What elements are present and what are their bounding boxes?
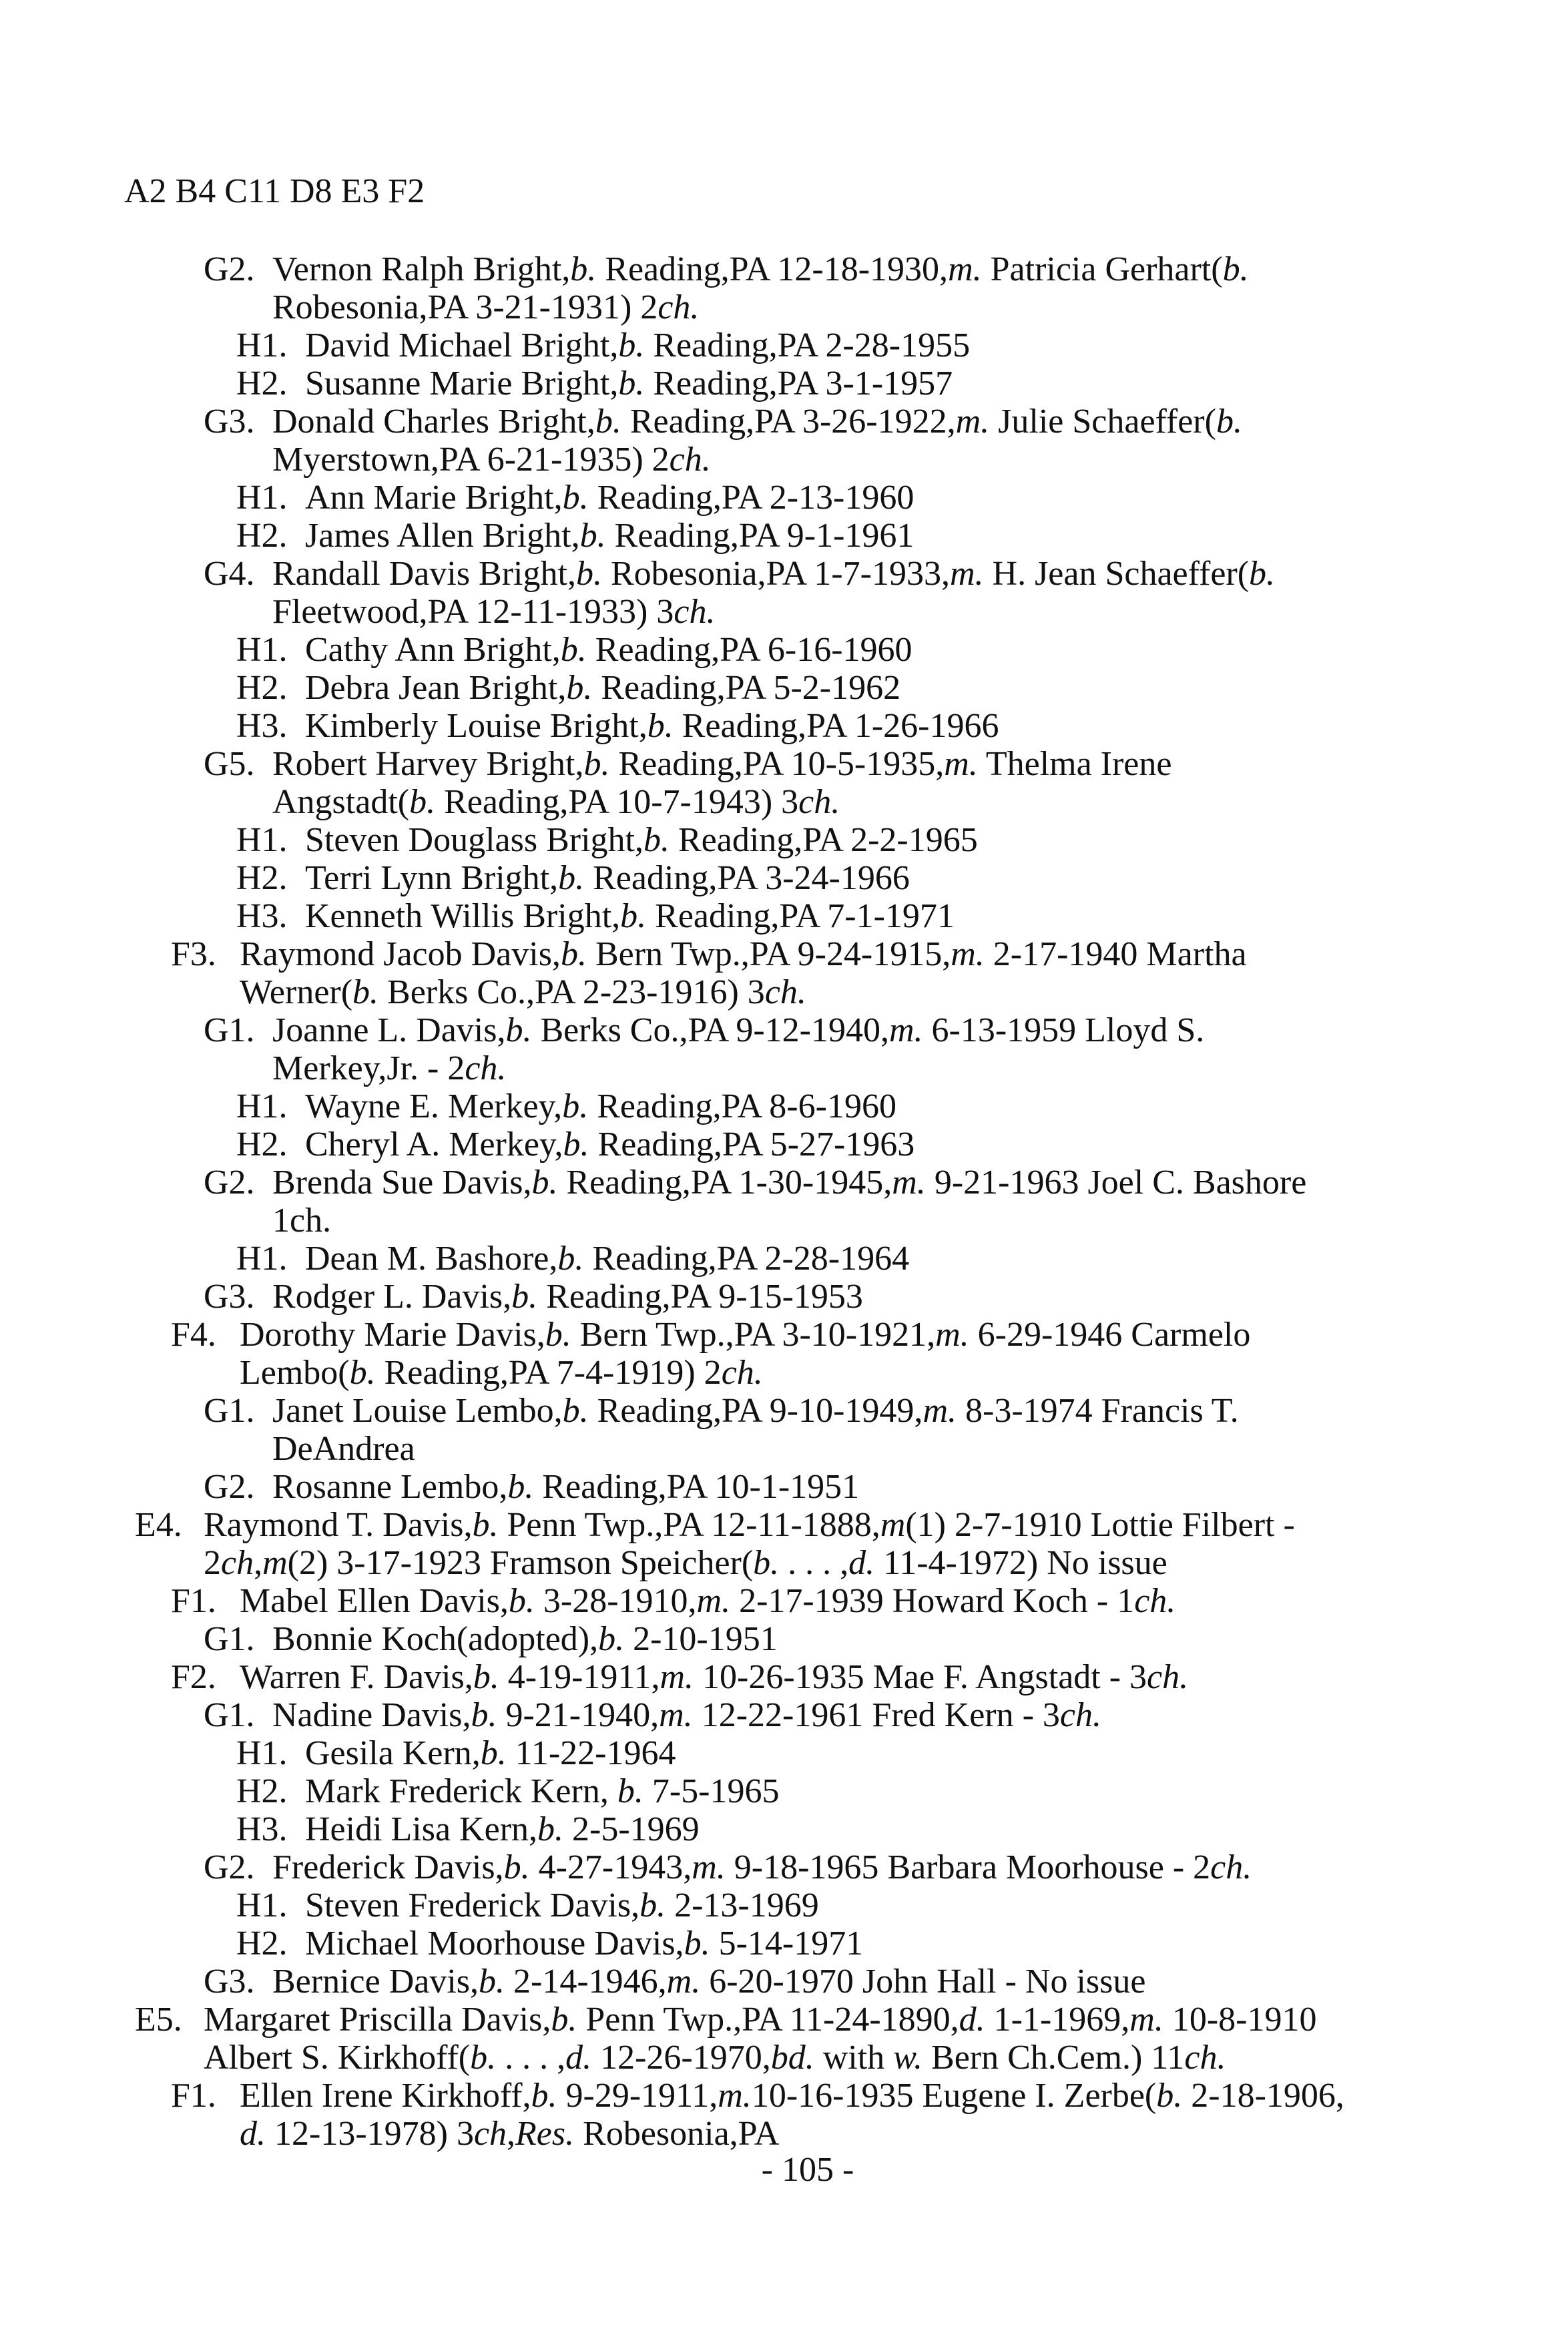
generation-label: H3. — [236, 707, 288, 745]
generation-label: G3. — [204, 1278, 255, 1316]
generation-label: H3. — [236, 897, 288, 935]
entry-line — [0, 1620, 1568, 1658]
entry-text: Cheryl A. Merkey,b. Reading,PA 5-27-1963 — [305, 1125, 915, 1163]
entry-text: Mabel Ellen Davis,b. 3-28-1910,m. 2-17-1939 Howard Koch - 1ch. — [240, 1582, 1176, 1620]
generation-label: G2. — [204, 1468, 255, 1506]
entry-text: Raymond T. Davis,b. Penn Twp.,PA 12-11-1888,m(1) 2-7-1910 Lottie Filbert - — [204, 1506, 1295, 1544]
generation-label: G1. — [204, 1620, 255, 1658]
entry-line — [0, 2077, 1568, 2115]
entry-line — [0, 1810, 1568, 1848]
entry-line — [0, 555, 1568, 593]
entry-text: Frederick Davis,b. 4-27-1943,m. 9-18-1965 Barbara Moorhouse - 2ch. — [272, 1848, 1252, 1886]
genealogy-entry — [0, 1011, 1568, 1087]
genealogy-entry — [0, 1240, 1568, 1278]
entry-text: Joanne L. Davis,b. Berks Co.,PA 9-12-1940,m. 6-13-1959 Lloyd S. — [272, 1011, 1205, 1049]
genealogy-entry — [0, 403, 1568, 479]
genealogy-entry — [0, 1772, 1568, 1810]
generation-label: H2. — [236, 1125, 288, 1163]
entry-line — [0, 707, 1568, 745]
generation-label: H2. — [236, 364, 288, 403]
generation-label: G5. — [204, 745, 255, 783]
entry-text: Robesonia,PA 3-21-1931) 2ch. — [272, 288, 700, 326]
genealogy-entry — [0, 364, 1568, 403]
generation-label: H2. — [236, 1924, 288, 1963]
entry-line — [0, 1924, 1568, 1963]
entry-line — [0, 479, 1568, 517]
generation-label: H2. — [236, 1772, 288, 1810]
genealogy-entry — [0, 631, 1568, 669]
entry-text: Nadine Davis,b. 9-21-1940,m. 12-22-1961 Fred Kern - 3ch. — [272, 1696, 1101, 1734]
entry-text: Mark Frederick Kern, b. 7-5-1965 — [305, 1772, 780, 1810]
entry-line — [0, 1772, 1568, 1810]
genealogy-entry — [0, 250, 1568, 326]
generation-label: G3. — [204, 1963, 255, 2001]
entry-text: Fleetwood,PA 12-11-1933) 3ch. — [272, 593, 716, 631]
entry-line — [0, 593, 1568, 631]
generation-label: G4. — [204, 555, 255, 593]
entry-line — [0, 1848, 1568, 1886]
genealogy-entries — [0, 250, 1568, 2153]
entry-line — [0, 1886, 1568, 1924]
entry-text: Gesila Kern,b. 11-22-1964 — [305, 1734, 676, 1772]
genealogy-entry — [0, 1125, 1568, 1163]
generation-label: H1. — [236, 631, 288, 669]
generation-label: H1. — [236, 821, 288, 859]
generation-label: H1. — [236, 479, 288, 517]
entry-text: 1ch. — [272, 1202, 332, 1240]
entry-line — [0, 1278, 1568, 1316]
entry-text: Lembo(b. Reading,PA 7-4-1919) 2ch. — [240, 1354, 763, 1392]
entry-text: Ann Marie Bright,b. Reading,PA 2-13-1960 — [305, 479, 914, 517]
entry-line — [0, 1163, 1568, 1202]
generation-label: H2. — [236, 517, 288, 555]
entry-text: Steven Frederick Davis,b. 2-13-1969 — [305, 1886, 819, 1924]
entry-line — [0, 1582, 1568, 1620]
entry-line — [0, 288, 1568, 326]
genealogy-entry — [0, 326, 1568, 364]
entry-text: Bonnie Koch(adopted),b. 2-10-1951 — [272, 1620, 778, 1658]
generation-label: G2. — [204, 1848, 255, 1886]
genealogy-entry — [0, 935, 1568, 1011]
entry-text: Steven Douglass Bright,b. Reading,PA 2-2-1965 — [305, 821, 978, 859]
generation-label: H2. — [236, 669, 288, 707]
entry-text: Rosanne Lembo,b. Reading,PA 10-1-1951 — [272, 1468, 860, 1506]
entry-text: Susanne Marie Bright,b. Reading,PA 3-1-1957 — [305, 364, 953, 403]
entry-line — [0, 1658, 1568, 1696]
entry-text: Debra Jean Bright,b. Reading,PA 5-2-1962 — [305, 669, 901, 707]
generation-label: H1. — [236, 326, 288, 364]
entry-line — [0, 1392, 1568, 1430]
entry-text: Cathy Ann Bright,b. Reading,PA 6-16-1960 — [305, 631, 912, 669]
genealogy-entry — [0, 1087, 1568, 1125]
entry-text: Vernon Ralph Bright,b. Reading,PA 12-18-1930,m. Patricia Gerhart(b. — [272, 250, 1249, 288]
genealogy-entry — [0, 1658, 1568, 1696]
generation-label: G2. — [204, 250, 255, 288]
entry-line — [0, 973, 1568, 1011]
entry-text: Margaret Priscilla Davis,b. Penn Twp.,PA 11-24-1890,d. 1-1-1969,m. 10-8-1910 — [204, 2001, 1317, 2039]
lineage-header: A2 B4 C11 D8 E3 F2 — [124, 172, 425, 210]
entry-text: Terri Lynn Bright,b. Reading,PA 3-24-1966 — [305, 859, 910, 897]
entry-text: Donald Charles Bright,b. Reading,PA 3-26-1922,m. Julie Schaeffer(b. — [272, 403, 1242, 441]
entry-text: Angstadt(b. Reading,PA 10-7-1943) 3ch. — [272, 783, 840, 821]
entry-text: Janet Louise Lembo,b. Reading,PA 9-10-1949,m. 8-3-1974 Francis T. — [272, 1392, 1239, 1430]
entry-text: Werner(b. Berks Co.,PA 2-23-1916) 3ch. — [240, 973, 806, 1011]
page-number: - 105 - — [761, 2151, 854, 2189]
entry-line — [0, 1087, 1568, 1125]
genealogy-entry — [0, 517, 1568, 555]
entry-text: Albert S. Kirkhoff(b. . . . ,d. 12-26-1970,bd. with w. Bern Ch.Cem.) 11ch. — [204, 2039, 1226, 2077]
entry-text: Kimberly Louise Bright,b. Reading,PA 1-26-1966 — [305, 707, 999, 745]
entry-text: Myerstown,PA 6-21-1935) 2ch. — [272, 441, 711, 479]
generation-label: H2. — [236, 859, 288, 897]
entry-line — [0, 631, 1568, 669]
entry-line — [0, 1696, 1568, 1734]
generation-label: E4. — [135, 1506, 182, 1544]
generation-label: G1. — [204, 1696, 255, 1734]
entry-text: Dorothy Marie Davis,b. Bern Twp.,PA 3-10-1921,m. 6-29-1946 Carmelo — [240, 1316, 1251, 1354]
entry-text: Wayne E. Merkey,b. Reading,PA 8-6-1960 — [305, 1087, 896, 1125]
genealogy-entry — [0, 1582, 1568, 1620]
generation-label: G3. — [204, 403, 255, 441]
genealogy-entry — [0, 859, 1568, 897]
generation-label: F1. — [171, 1582, 216, 1620]
entry-text: Merkey,Jr. - 2ch. — [272, 1049, 507, 1087]
entry-line — [0, 935, 1568, 973]
entry-line — [0, 2039, 1568, 2077]
entry-text: DeAndrea — [272, 1430, 415, 1468]
entry-text: Ellen Irene Kirkhoff,b. 9-29-1911,m.10-16-1935 Eugene I. Zerbe(b. 2-18-1906, — [240, 2077, 1344, 2115]
generation-label: G2. — [204, 1163, 255, 1202]
genealogy-entry — [0, 1506, 1568, 1582]
entry-line — [0, 2001, 1568, 2039]
entry-line — [0, 1011, 1568, 1049]
entry-line — [0, 1544, 1568, 1582]
genealogy-entry — [0, 897, 1568, 935]
generation-label: H1. — [236, 1087, 288, 1125]
genealogy-entry — [0, 1163, 1568, 1240]
entry-line — [0, 1354, 1568, 1392]
entry-text: Randall Davis Bright,b. Robesonia,PA 1-7-1933,m. H. Jean Schaeffer(b. — [272, 555, 1276, 593]
entry-line — [0, 1468, 1568, 1506]
generation-label: E5. — [135, 2001, 182, 2039]
entry-line — [0, 1202, 1568, 1240]
genealogy-entry — [0, 1392, 1568, 1468]
entry-line — [0, 745, 1568, 783]
entry-text: Heidi Lisa Kern,b. 2-5-1969 — [305, 1810, 700, 1848]
genealogy-entry — [0, 1696, 1568, 1734]
genealogy-entry — [0, 1924, 1568, 1963]
entry-line — [0, 669, 1568, 707]
entry-text: Warren F. Davis,b. 4-19-1911,m. 10-26-1935 Mae F. Angstadt - 3ch. — [240, 1658, 1189, 1696]
entry-text: Bernice Davis,b. 2-14-1946,m. 6-20-1970 John Hall - No issue — [272, 1963, 1146, 2001]
genealogy-entry — [0, 479, 1568, 517]
genealogy-entry — [0, 821, 1568, 859]
genealogy-entry — [0, 1620, 1568, 1658]
entry-text: Rodger L. Davis,b. Reading,PA 9-15-1953 — [272, 1278, 863, 1316]
entry-line — [0, 897, 1568, 935]
generation-label: G1. — [204, 1392, 255, 1430]
genealogy-entry — [0, 1963, 1568, 2001]
genealogy-entry — [0, 1316, 1568, 1392]
genealogy-entry — [0, 707, 1568, 745]
genealogy-entry — [0, 1848, 1568, 1886]
entry-line — [0, 783, 1568, 821]
genealogy-entry — [0, 1278, 1568, 1316]
entry-text: Robert Harvey Bright,b. Reading,PA 10-5-1935,m. Thelma Irene — [272, 745, 1172, 783]
genealogy-entry — [0, 1734, 1568, 1772]
entry-text: Dean M. Bashore,b. Reading,PA 2-28-1964 — [305, 1240, 910, 1278]
generation-label: G1. — [204, 1011, 255, 1049]
genealogy-entry — [0, 2001, 1568, 2077]
entry-line — [0, 2115, 1568, 2153]
entry-text: Raymond Jacob Davis,b. Bern Twp.,PA 9-24-1915,m. 2-17-1940 Martha — [240, 935, 1247, 973]
entry-line — [0, 1125, 1568, 1163]
genealogy-entry — [0, 1468, 1568, 1506]
entry-line — [0, 250, 1568, 288]
entry-text: d. 12-13-1978) 3ch,Res. Robesonia,PA — [240, 2115, 780, 2153]
genealogy-entry — [0, 2077, 1568, 2153]
entry-text: Brenda Sue Davis,b. Reading,PA 1-30-1945,m. 9-21-1963 Joel C. Bashore — [272, 1163, 1307, 1202]
entry-line — [0, 1316, 1568, 1354]
genealogy-entry — [0, 555, 1568, 631]
entry-line — [0, 403, 1568, 441]
generation-label: F1. — [171, 2077, 216, 2115]
entry-line — [0, 1240, 1568, 1278]
entry-text: Michael Moorhouse Davis,b. 5-14-1971 — [305, 1924, 864, 1963]
generation-label: H1. — [236, 1240, 288, 1278]
genealogy-entry — [0, 1886, 1568, 1924]
generation-label: H3. — [236, 1810, 288, 1848]
entry-line — [0, 859, 1568, 897]
entry-line — [0, 517, 1568, 555]
entry-line — [0, 1506, 1568, 1544]
entry-text: David Michael Bright,b. Reading,PA 2-28-1955 — [305, 326, 971, 364]
entry-text: James Allen Bright,b. Reading,PA 9-1-1961 — [305, 517, 914, 555]
entry-line — [0, 1049, 1568, 1087]
entry-line — [0, 441, 1568, 479]
entry-line — [0, 821, 1568, 859]
entry-text: 2ch,m(2) 3-17-1923 Framson Speicher(b. . . . ,d. 11-4-1972) No issue — [204, 1544, 1167, 1582]
entry-line — [0, 1963, 1568, 2001]
generation-label: H1. — [236, 1734, 288, 1772]
generation-label: F3. — [171, 935, 216, 973]
entry-text: Kenneth Willis Bright,b. Reading,PA 7-1-1971 — [305, 897, 955, 935]
generation-label: H1. — [236, 1886, 288, 1924]
entry-line — [0, 1430, 1568, 1468]
entry-line — [0, 1734, 1568, 1772]
genealogy-entry — [0, 669, 1568, 707]
genealogy-entry — [0, 745, 1568, 821]
entry-line — [0, 364, 1568, 403]
generation-label: F2. — [171, 1658, 216, 1696]
generation-label: F4. — [171, 1316, 216, 1354]
entry-line — [0, 326, 1568, 364]
genealogy-entry — [0, 1810, 1568, 1848]
